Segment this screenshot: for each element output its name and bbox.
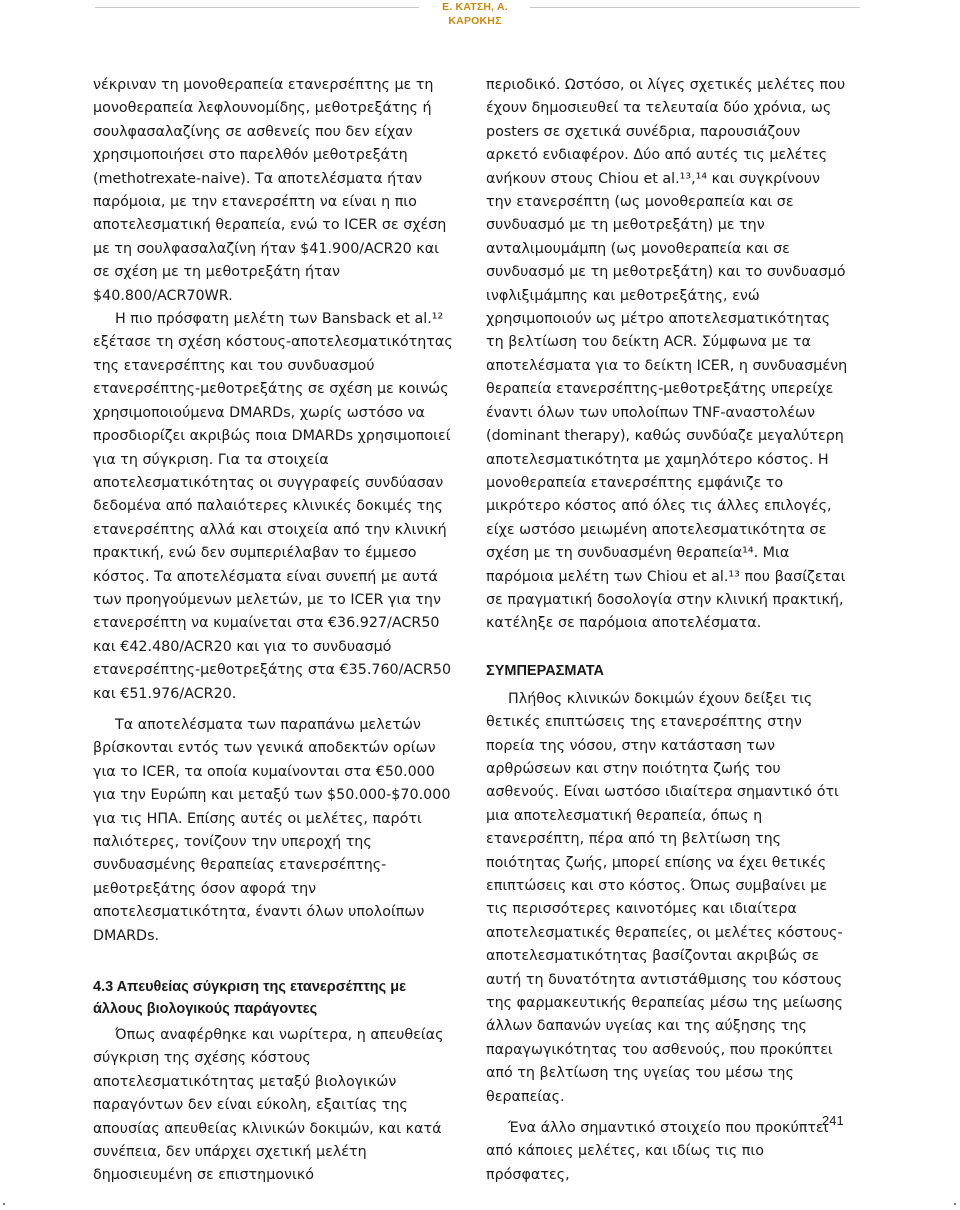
- conclusions-heading: ΣΥΜΠΕΡΑΣΜΑΤΑ: [486, 662, 604, 679]
- paragraph: νέκριναν τη μονοθεραπεία ετανερσέπτης με τη μονοθεραπεία λεφλουνομίδης, μεθοτρεξάτης ή σουλφασαλαζίνης σε ασθενείς που δεν είχαν χρησιμοποιήσει στο παρελθόν μεθοτρεξάτη (methotrexate-naive). Τα αποτελέσματα ήταν παρόμοια, με την ετανερσέπτη να είναι η πιο αποτελεσματική θεραπεία, ενώ το ICER σε σχέση με τη σουλφασαλαζίνη ήταν $41.900/ACR20 και σε σχέση με τη μεθοτρεξάτη ήταν $40.800/ACR70WR.: [93, 77, 447, 304]
- right-text-column: [486, 74, 848, 1187]
- running-header-authors: Ε. ΚΑΤΣΗ, Α. ΚΑΡΟΚΗΣ: [442, 1, 508, 27]
- paragraph: Τα αποτελέσματα των παραπάνω μελετών βρίσκονται εντός των γενικά αποδεκτών ορίων για το ICER, τα οποία κυμαίνονται στα €50.000 για την Ευρώπη και μεταξύ των $50.000-$70.000 για τις ΗΠΑ. Επίσης αυτές οι μελέτες, παρότι παλιότερες, τονίζουν την υπεροχή της συνδυασμένης θεραπείας ετανερσέπτης-μεθοτρεξάτης όσον αφορά την αποτελεσματικότητα, έναντι όλων υπολοίπων DMARDs.: [93, 716, 451, 944]
- subsection-title: 4.3 Απευθείας σύγκριση της ετανερσέπτης με άλλους βιολογικούς παράγοντες: [93, 979, 406, 1018]
- paragraph: Όπως αναφέρθηκε και νωρίτερα, η απευθείας σύγκριση της σχέσης κόστους αποτελεσματικότητας μεταξύ βιολογικών παραγόντων δεν είναι εύκολη, εξαιτίας της απουσίας απευθείας κλινικών δοκιμών, και κατά συνέπεια, δεν υπάρχει σχετική μελέτη δημοσιευμένη σε επιστημονικό: [93, 1027, 444, 1184]
- header-rule-left: [95, 7, 419, 8]
- paragraph: Ένα άλλο σημαντικό στοιχείο που προκύπτει από κάποιες μελέτες, και ιδίως τις πιο πρόσφατες,: [486, 1120, 829, 1183]
- left-text-column: [93, 74, 455, 1188]
- page-number: 241: [822, 1113, 844, 1128]
- crop-mark: [954, 1203, 956, 1205]
- paragraph: Πλήθος κλινικών δοκιμών έχουν δείξει τις θετικές επιπτώσεις της ετανερσέπτης στην πορεία της νόσου, στην κατάσταση των αρθρώσεων και στην ποιότητα ζωής του ασθενούς. Είναι ωστόσο ιδιαίτερα σημαντικό ότι μια αποτελεσματική θεραπεία, όπως η ετανερσέπτη, πέρα από τη βελτίωση της ποιότητας ζωής, μπορεί επίσης να έχει θετικές επιπτώσεις και στο κόστος. Όπως συμβαίνει με τις περισσότερες καινοτόμες και ιδιαίτερα αποτελεσματικές θεραπείες, οι μελέτες κόστους-αποτελεσματικότητας βασίζονται ακριβώς σε αυτή τη δυνατότητα αντιστάθμισης του κόστους της φαρμακευτικής θεραπείας μέσω της μείωσης άλλων δαπανών υγείας και της αύξησης της παραγωγικότητας του ασθενούς, που προκύπτει από τη βελτίωση της υγείας του μέσω της θεραπείας.: [486, 690, 844, 1105]
- crop-mark: [3, 1203, 5, 1205]
- header-rule-right: [530, 7, 860, 8]
- paragraph: περιοδικό. Ωστόσο, οι λίγες σχετικές μελέτες που έχουν δημοσιευθεί τα τελευταία δύο χρόνια, ως posters σε σχετικά συνέδρια, παρουσιάζουν αρκετό ενδιαφέρον. Δύο από αυτές τις μελέτες ανήκουν στους Chiou et al.¹³,¹⁴ και συγκρίνουν την ετανερσέπτη (ως μονοθεραπεία και σε συνδυασμό με τη μεθοτρεξάτη) με την ανταλιμουμάμπη (ως μονοθεραπεία και σε συνδυασμό με τη μεθοτρεξάτη) και το συνδυασμό ινφλιξιμάμπης και μεθοτρεξάτης, ενώ χρησιμοποιούν ως μέτρο αποτελεσματικότητας τη βελτίωση του δείκτη ACR. Σύμφωνα με τα αποτελέσματα για το δείκτη ICER, η συνδυασμένη θεραπεία ετανερσέπτης-μεθοτρεξάτης υπερείχε έναντι όλων των υπολοίπων TNF-αναστολέων (dominant therapy), καθώς συνδύαζε μεγαλύτερη αποτελεσματικότητα με χαμηλότερο κόστος. Η μονοθεραπεία ετανερσέπτης εμφάνιζε το μικρότερο κόστος από όλες τις άλλες επιλογές, είχε ωστόσο μειωμένη αποτελεσματικότητα σε σχέση με τη συνδυασμένη θεραπεία¹⁴. Μια παρόμοια μελέτη των Chiou et al.¹³ που βασίζεται σε πραγματική δοσολογία στην κλινική πρακτική, κατέληξε σε παρόμοια αποτελέσματα.: [486, 77, 848, 632]
- paragraph: Η πιο πρόσφατη μελέτη των Bansback et al.¹² εξέτασε τη σχέση κόστους-αποτελεσματικότητας της ετανερσέπτης και του συνδυασμού ετανερσέπτης-μεθοτρεξάτης σε σχέση με κοινώς χρησιμοποιούμενα DMARDs, χωρίς ωστόσο να προσδιορίζει ακριβώς ποια DMARDs χρησιμοποιεί για τη σύγκριση. Για τα στοιχεία αποτελεσματικότητας οι συγγραφείς συνδύασαν δεδομένα από παλαιότερες κλινικές δοκιμές της ετανερσέπτης αλλά και στοιχεία από την κλινική πρακτική, ενώ δεν συμπεριέλαβαν το έμμεσο κόστος. Τα αποτελέσματα είναι συνεπή με αυτά των προηγούμενων μελετών, με το ICER για την ετανερσέπτη να κυμαίνεται στα €36.927/ACR50 και €42.480/ACR20 και για το συνδυασμό ετανερσέπτης-μεθοτρεξάτης στα €35.760/ACR50 και €51.976/ACR20.: [93, 311, 453, 702]
